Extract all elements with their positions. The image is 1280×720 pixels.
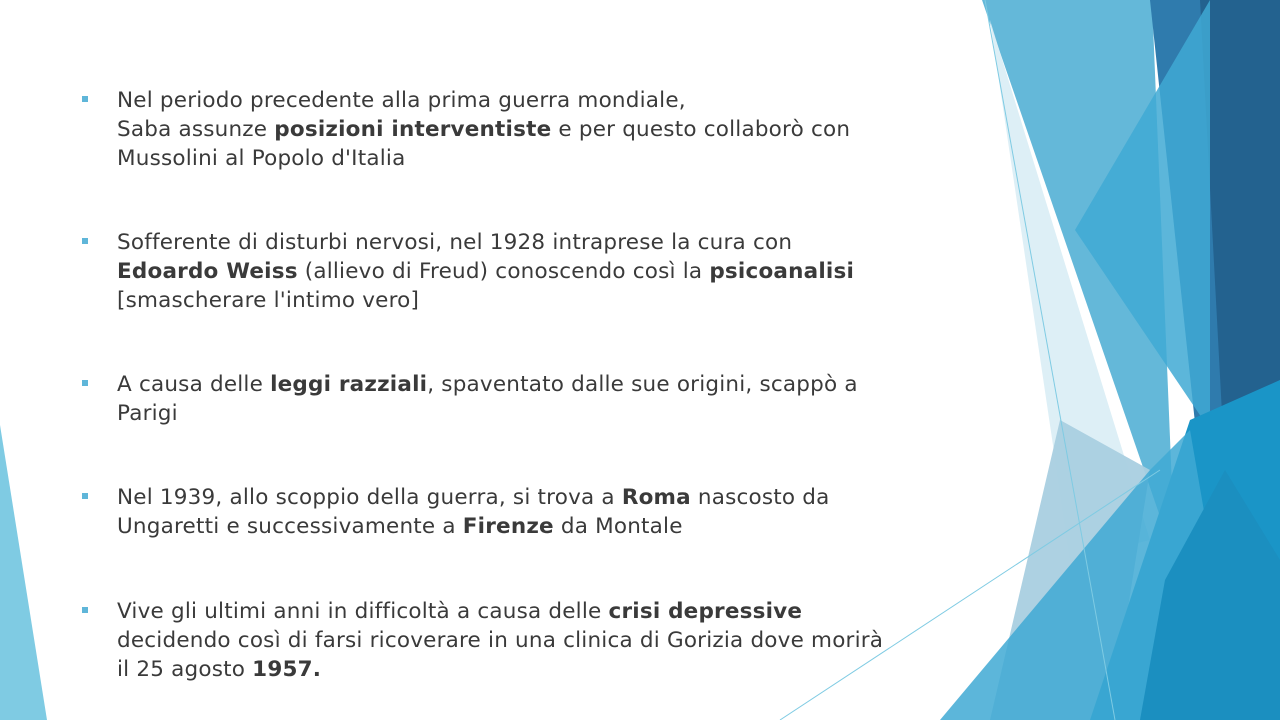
text-line (117, 286, 978, 315)
text-line (117, 655, 978, 684)
text-run: [smascherare l'intimo vero] (117, 288, 420, 313)
text-line (117, 257, 978, 286)
text-run: Sofferente di disturbi nervosi, nel 1928 intraprese la cura con (117, 230, 793, 255)
text-line (117, 512, 978, 541)
bullet-item (78, 228, 978, 315)
text-run: decidendo così di farsi ricoverare in una clinica di Gorizia dove morirà (117, 628, 884, 653)
text-run-bold: Roma (621, 485, 691, 510)
text-run-bold: leggi razziali (270, 372, 428, 397)
text-line (117, 597, 978, 626)
text-run: e per questo collaborò con (551, 117, 851, 142)
bullet-marker-icon (82, 493, 88, 499)
text-run: il 25 agosto (117, 657, 253, 682)
text-run: Nel periodo precedente alla prima guerra mondiale, (117, 88, 686, 113)
bullet-text (117, 86, 978, 173)
bullet-text (117, 228, 978, 315)
text-run: Nel 1939, allo scoppio della guerra, si trova a (117, 485, 622, 510)
text-run: (allievo di Freud) conoscendo così la (297, 259, 710, 284)
text-line (117, 370, 978, 399)
text-run: Vive gli ultimi anni in difficoltà a causa delle (117, 599, 609, 624)
text-run-bold: posizioni interventiste (274, 117, 552, 142)
bullet-item (78, 597, 978, 684)
text-run-bold: Edoardo Weiss (117, 259, 298, 284)
text-run-bold: psicoanalisi (709, 259, 855, 284)
text-run: Ungaretti e successivamente a (117, 514, 463, 539)
bullet-marker-icon (82, 607, 88, 613)
bullet-item (78, 86, 978, 173)
text-run: Saba assunze (117, 117, 275, 142)
text-run: A causa delle (117, 372, 271, 397)
text-line (117, 399, 978, 428)
text-line (117, 86, 978, 115)
text-run-bold: 1957. (252, 657, 322, 682)
text-run-bold: Firenze (462, 514, 554, 539)
bullet-marker-icon (82, 238, 88, 244)
left-edge-triangle (0, 425, 47, 720)
bullet-text (117, 483, 978, 541)
bullet-text (117, 370, 978, 428)
text-run: , spaventato dalle sue origini, scappò a (427, 372, 858, 397)
text-run-bold: crisi depressive (608, 599, 803, 624)
text-line (117, 228, 978, 257)
text-run: Mussolini al Popolo d'Italia (117, 146, 406, 171)
text-line (117, 115, 978, 144)
text-run: nascosto da (690, 485, 830, 510)
text-line (117, 626, 978, 655)
bullet-text (117, 597, 978, 684)
bullet-marker-icon (82, 380, 88, 386)
text-run: da Montale (553, 514, 683, 539)
text-line (117, 483, 978, 512)
text-run: Parigi (117, 401, 178, 426)
bullet-item (78, 370, 978, 428)
bullet-marker-icon (82, 96, 88, 102)
bullet-item (78, 483, 978, 541)
text-line (117, 144, 978, 173)
